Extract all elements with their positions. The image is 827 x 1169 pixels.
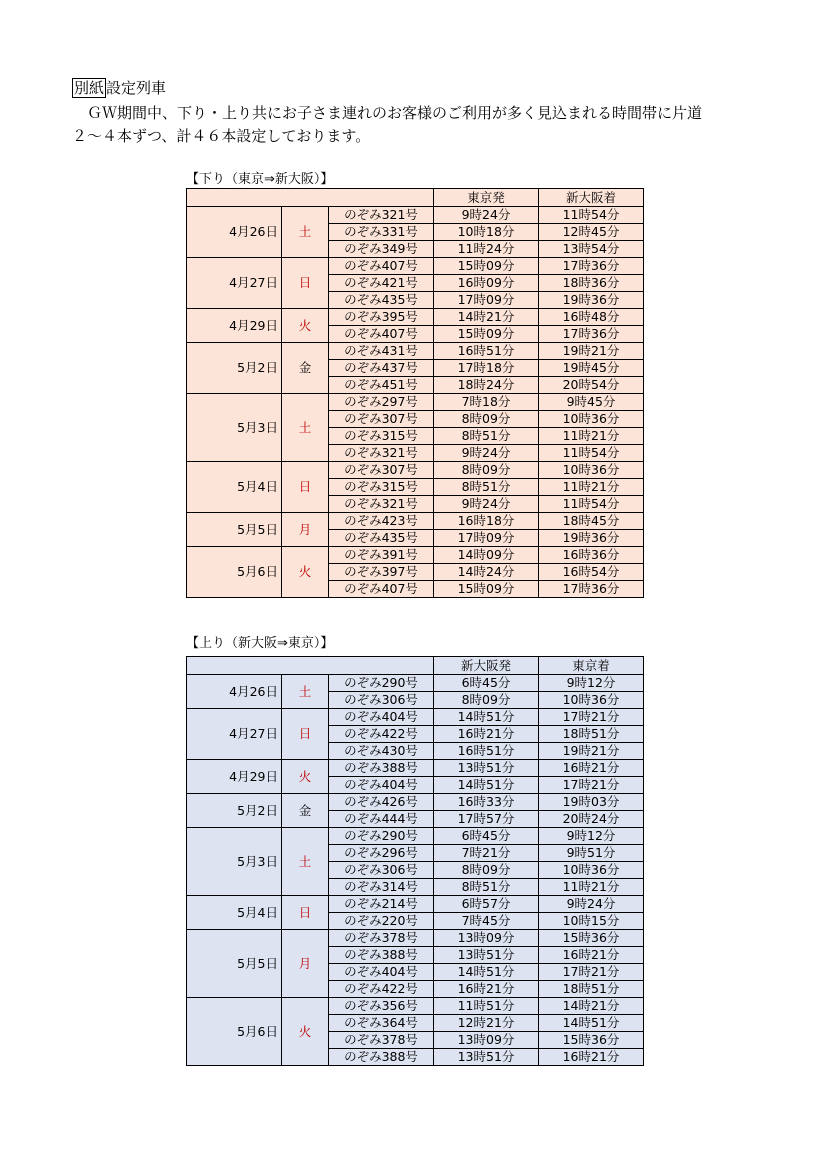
table-row [187,760,644,777]
arrival-header: 新大阪着 [539,189,644,207]
departure-time-cell: 7時21分 [434,845,539,862]
departure-time-cell: 14時51分 [434,709,539,726]
up-caption: 【上り（新大阪⇒東京）】 [186,636,334,651]
table-row [187,998,644,1015]
intro-line: ２～４本ずつ、計４６本設定しております。 [72,127,371,145]
arrival-time-cell: 20時24分 [539,811,644,828]
weekday-cell: 火 [282,547,329,598]
departure-time-cell: 9時24分 [434,207,539,224]
table-row [187,394,644,411]
train-name-cell: のぞみ306号 [329,692,434,709]
arrival-time-cell: 19時36分 [539,530,644,547]
date-cell: 4月26日 [187,207,282,258]
arrival-time-cell: 13時54分 [539,241,644,258]
arrival-time-cell: 15時36分 [539,1032,644,1049]
train-name-cell: のぞみ378号 [329,930,434,947]
date-cell: 5月6日 [187,998,282,1066]
arrival-time-cell: 11時54分 [539,207,644,224]
train-name-cell: のぞみ297号 [329,394,434,411]
arrival-time-cell: 11時21分 [539,479,644,496]
departure-time-cell: 8時51分 [434,428,539,445]
attachment-label: 別紙 [74,79,105,97]
departure-time-cell: 17時09分 [434,292,539,309]
departure-time-cell: 16時33分 [434,794,539,811]
departure-time-cell: 17時57分 [434,811,539,828]
weekday-cell: 日 [282,709,329,760]
arrival-time-cell: 18時51分 [539,726,644,743]
departure-time-cell: 13時51分 [434,947,539,964]
train-name-cell: のぞみ407号 [329,326,434,343]
table-row [187,709,644,726]
arrival-time-cell: 9時45分 [539,394,644,411]
departure-time-cell: 9時24分 [434,496,539,513]
arrival-header: 東京着 [539,657,644,675]
train-name-cell: のぞみ430号 [329,743,434,760]
departure-time-cell: 17時18分 [434,360,539,377]
date-cell: 5月3日 [187,828,282,896]
departure-time-cell: 8時09分 [434,692,539,709]
arrival-time-cell: 15時36分 [539,930,644,947]
train-name-cell: のぞみ407号 [329,581,434,598]
weekday-cell: 土 [282,394,329,462]
departure-time-cell: 14時21分 [434,309,539,326]
departure-time-cell: 16時21分 [434,726,539,743]
train-name-cell: のぞみ426号 [329,794,434,811]
intro-paragraph [72,102,762,148]
train-name-cell: のぞみ314号 [329,879,434,896]
table-row [187,513,644,530]
table-row [187,896,644,913]
train-name-cell: のぞみ395号 [329,309,434,326]
page-title [72,78,166,98]
table-row [187,675,644,692]
train-name-cell: のぞみ388号 [329,1049,434,1066]
date-cell: 5月5日 [187,930,282,998]
train-name-cell: のぞみ364号 [329,1015,434,1032]
table-row [187,828,644,845]
table-row [187,794,644,811]
arrival-time-cell: 12時45分 [539,224,644,241]
departure-time-cell: 15時09分 [434,581,539,598]
header-blank [187,189,434,207]
arrival-time-cell: 16時21分 [539,947,644,964]
train-name-cell: のぞみ391号 [329,547,434,564]
train-name-cell: のぞみ321号 [329,207,434,224]
table-row [187,343,644,360]
date-cell: 5月2日 [187,794,282,828]
date-cell: 4月29日 [187,309,282,343]
departure-time-cell: 8時09分 [434,462,539,479]
date-cell: 5月6日 [187,547,282,598]
train-name-cell: のぞみ290号 [329,675,434,692]
departure-time-cell: 18時24分 [434,377,539,394]
departure-time-cell: 14時24分 [434,564,539,581]
train-name-cell: のぞみ315号 [329,479,434,496]
arrival-time-cell: 19時03分 [539,794,644,811]
arrival-time-cell: 14時21分 [539,998,644,1015]
train-name-cell: のぞみ422号 [329,726,434,743]
date-cell: 4月27日 [187,709,282,760]
departure-time-cell: 14時51分 [434,964,539,981]
date-cell: 5月2日 [187,343,282,394]
departure-header: 東京発 [434,189,539,207]
table-row [187,309,644,326]
weekday-cell: 火 [282,309,329,343]
departure-time-cell: 13時51分 [434,760,539,777]
departure-time-cell: 15時09分 [434,326,539,343]
arrival-time-cell: 17時36分 [539,258,644,275]
weekday-cell: 土 [282,828,329,896]
table-row [187,930,644,947]
train-name-cell: のぞみ214号 [329,896,434,913]
weekday-cell: 日 [282,462,329,513]
departure-time-cell: 13時09分 [434,930,539,947]
train-name-cell: のぞみ331号 [329,224,434,241]
arrival-time-cell: 19時36分 [539,292,644,309]
train-name-cell: のぞみ356号 [329,998,434,1015]
departure-header: 新大阪発 [434,657,539,675]
date-cell: 5月3日 [187,394,282,462]
arrival-time-cell: 11時54分 [539,445,644,462]
arrival-time-cell: 16時21分 [539,1049,644,1066]
departure-time-cell: 15時09分 [434,258,539,275]
table-row [187,462,644,479]
date-cell: 5月4日 [187,462,282,513]
arrival-time-cell: 17時21分 [539,964,644,981]
departure-time-cell: 17時09分 [434,530,539,547]
train-name-cell: のぞみ404号 [329,709,434,726]
train-name-cell: のぞみ378号 [329,1032,434,1049]
weekday-cell: 日 [282,258,329,309]
train-name-cell: のぞみ451号 [329,377,434,394]
date-cell: 4月29日 [187,760,282,794]
header-row [187,189,644,207]
train-name-cell: のぞみ422号 [329,981,434,998]
weekday-cell: 火 [282,998,329,1066]
train-name-cell: のぞみ306号 [329,862,434,879]
weekday-cell: 日 [282,896,329,930]
train-name-cell: のぞみ388号 [329,947,434,964]
departure-time-cell: 7時45分 [434,913,539,930]
arrival-time-cell: 17時21分 [539,777,644,794]
arrival-time-cell: 17時36分 [539,581,644,598]
weekday-cell: 土 [282,675,329,709]
train-name-cell: のぞみ307号 [329,411,434,428]
train-name-cell: のぞみ404号 [329,777,434,794]
arrival-time-cell: 18時51分 [539,981,644,998]
departure-time-cell: 12時21分 [434,1015,539,1032]
weekday-cell: 金 [282,794,329,828]
arrival-time-cell: 11時54分 [539,496,644,513]
arrival-time-cell: 10時36分 [539,692,644,709]
arrival-time-cell: 19時21分 [539,743,644,760]
arrival-time-cell: 10時36分 [539,411,644,428]
arrival-time-cell: 10時15分 [539,913,644,930]
arrival-time-cell: 9時12分 [539,675,644,692]
up-timetable [186,656,644,1066]
departure-time-cell: 11時24分 [434,241,539,258]
date-cell: 5月5日 [187,513,282,547]
date-cell: 5月4日 [187,896,282,930]
departure-time-cell: 14時51分 [434,777,539,794]
arrival-time-cell: 16時21分 [539,760,644,777]
train-name-cell: のぞみ349号 [329,241,434,258]
train-name-cell: のぞみ397号 [329,564,434,581]
departure-time-cell: 13時09分 [434,1032,539,1049]
weekday-cell: 金 [282,343,329,394]
departure-time-cell: 16時51分 [434,743,539,760]
arrival-time-cell: 11時21分 [539,879,644,896]
weekday-cell: 月 [282,513,329,547]
down-timetable [186,188,644,598]
table-row [187,258,644,275]
arrival-time-cell: 18時45分 [539,513,644,530]
arrival-time-cell: 16時54分 [539,564,644,581]
weekday-cell: 土 [282,207,329,258]
train-name-cell: のぞみ220号 [329,913,434,930]
departure-time-cell: 9時24分 [434,445,539,462]
train-name-cell: のぞみ421号 [329,275,434,292]
train-name-cell: のぞみ321号 [329,445,434,462]
train-name-cell: のぞみ437号 [329,360,434,377]
table-row [187,547,644,564]
header-blank [187,657,434,675]
train-name-cell: のぞみ296号 [329,845,434,862]
arrival-time-cell: 9時24分 [539,896,644,913]
arrival-time-cell: 9時12分 [539,828,644,845]
departure-time-cell: 8時51分 [434,879,539,896]
table-row [187,207,644,224]
down-caption: 【下り（東京⇒新大阪）】 [186,172,334,187]
train-name-cell: のぞみ290号 [329,828,434,845]
departure-time-cell: 6時45分 [434,675,539,692]
arrival-time-cell: 17時36分 [539,326,644,343]
train-name-cell: のぞみ431号 [329,343,434,360]
header-row [187,657,644,675]
arrival-time-cell: 10時36分 [539,862,644,879]
train-name-cell: のぞみ407号 [329,258,434,275]
train-name-cell: のぞみ435号 [329,292,434,309]
departure-time-cell: 6時45分 [434,828,539,845]
train-name-cell: のぞみ423号 [329,513,434,530]
arrival-time-cell: 16時48分 [539,309,644,326]
departure-time-cell: 8時09分 [434,862,539,879]
departure-time-cell: 8時51分 [434,479,539,496]
arrival-time-cell: 17時21分 [539,709,644,726]
arrival-time-cell: 20時54分 [539,377,644,394]
train-name-cell: のぞみ435号 [329,530,434,547]
arrival-time-cell: 11時21分 [539,428,644,445]
arrival-time-cell: 18時36分 [539,275,644,292]
departure-time-cell: 11時51分 [434,998,539,1015]
train-name-cell: のぞみ388号 [329,760,434,777]
train-name-cell: のぞみ321号 [329,496,434,513]
departure-time-cell: 16時21分 [434,981,539,998]
arrival-time-cell: 16時36分 [539,547,644,564]
intro-line: ＧＷ期間中、下り・上り共にお子さま連れのお客様のご利用が多く見込まれる時間帯に片道 [87,104,703,122]
train-name-cell: のぞみ307号 [329,462,434,479]
arrival-time-cell: 19時45分 [539,360,644,377]
departure-time-cell: 13時51分 [434,1049,539,1066]
weekday-cell: 月 [282,930,329,998]
departure-time-cell: 16時18分 [434,513,539,530]
train-name-cell: のぞみ444号 [329,811,434,828]
arrival-time-cell: 19時21分 [539,343,644,360]
train-name-cell: のぞみ315号 [329,428,434,445]
departure-time-cell: 8時09分 [434,411,539,428]
departure-time-cell: 16時51分 [434,343,539,360]
weekday-cell: 火 [282,760,329,794]
departure-time-cell: 6時57分 [434,896,539,913]
date-cell: 4月27日 [187,258,282,309]
arrival-time-cell: 9時51分 [539,845,644,862]
departure-time-cell: 14時09分 [434,547,539,564]
arrival-time-cell: 14時51分 [539,1015,644,1032]
departure-time-cell: 7時18分 [434,394,539,411]
train-name-cell: のぞみ404号 [329,964,434,981]
departure-time-cell: 16時09分 [434,275,539,292]
date-cell: 4月26日 [187,675,282,709]
arrival-time-cell: 10時36分 [539,462,644,479]
departure-time-cell: 10時18分 [434,224,539,241]
title-text: 設定列車 [106,79,167,97]
